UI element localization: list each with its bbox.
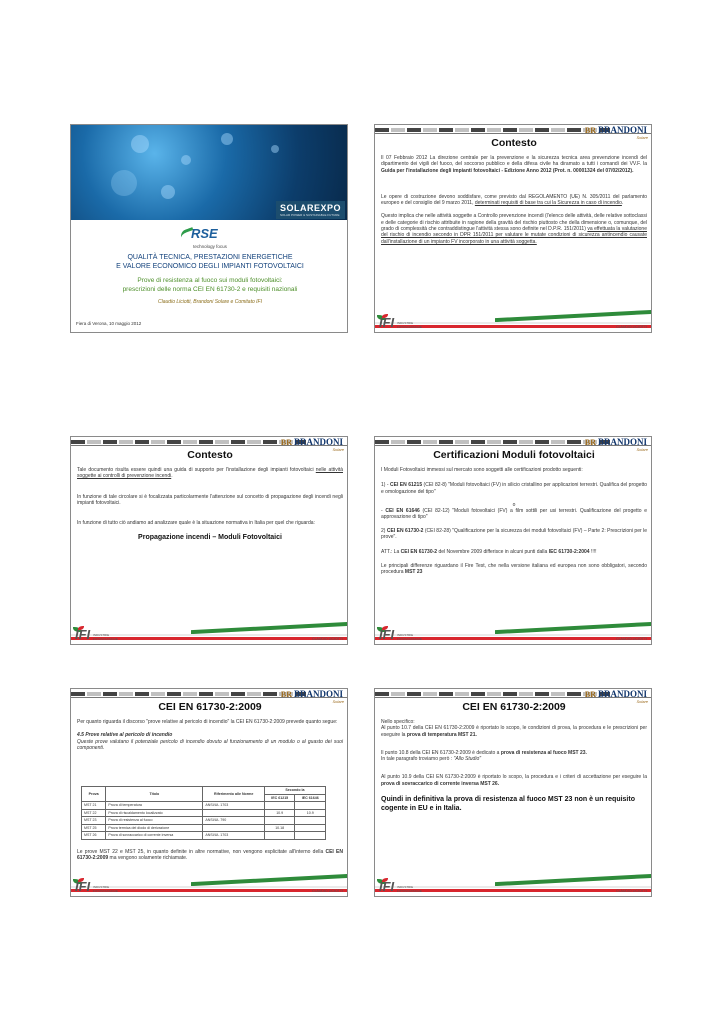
slide-footer: IFI INDUSTRIE FOTOVOLTAICHE CLAUDIO LICIOTTI	[375, 868, 652, 896]
footer-author: CLAUDIO LICIOTTI	[616, 325, 647, 329]
slide-title: CEI EN 61730-2:2009	[462, 701, 566, 713]
highlight-text: Propagazione incendi – Moduli Fotovoltaici	[138, 534, 282, 542]
brandoni-logo: BR BRANDONI	[584, 125, 647, 135]
brandoni-logo: BR BRANDONI	[584, 689, 647, 699]
hero-image	[71, 125, 348, 220]
author: Claudio Liciotti, Brandoni Solare e Comitato IFI	[158, 299, 262, 305]
slide-title: Certificazioni Moduli fotovoltaici	[433, 449, 595, 461]
slide-title: CEI EN 61730-2:2009	[158, 701, 262, 713]
slide-body: Il 07 Febbraio 2012 La direzione centrale per la prevenzione e la sicurezza tecnica area prevenzione incendi del dipartimento dei vigili del fuoco, del soccorso pubblico e della difesa civile ha diramato a tutti i comandi dei VV.F. la Guida per l'installazione degli impianti fotovoltaici - Edizione Anno 2012 (Prot. n. 00001324 del 07/02/2012). Le opere di costruzione devono soddisfare, come previsto dal REGOLAMENTO (UE) N. 305/2011 del parlamento europeo e del consiglio del 9 marzo 2011, determinati requisiti di base tra cui la Sicurezza in caso di incendio. Questo implica che nelle attività soggette a Controllo prevenzione incendi (l'elenco delle attività, delle relative sottoclassi e delle categorie di rischio attribuite in ragione della gravità del rischio piuttosto che della dimensione o, comunque, del grado di complessità che contraddistingue l'attività stessa sono definite nel D.P.R. 151/2011) va effettuata la valutazione del rischio di incendio secondo in DPR 151/2011 per valutare le mutate condizioni di sicurezza antincendio causate dall'installazione di un impianto FV incorporato in una attività soggetta.	[381, 155, 647, 245]
slide-body: Per quanto riguarda il discorso "prove relative al pericolo di incendio" la CEI EN 61730-2:2009 prevede quanto segue: 4.5 Prove relative al pericolo di incendio Queste prove valutano il potenziale pericolo di incendio dovuto al funzionamento di un modulo o al guasto dei suoi componenti.	[77, 719, 343, 751]
slide-certificazioni: BR BRANDONI Solare Certificazioni Moduli fotovoltaici I Moduli Fotovoltaici immessi sul mercato sono soggetti alle certificazioni prodotto seguenti: 1) - CEI EN 61215 (CEI 82-8) "Moduli fotovoltaici (FV) in silicio cristallino per applicazioni terrestri. Qualifica del progetto e omologazione del tipo" o - CEI EN 61646 (CEI 82-12) "Moduli fotovoltaici (FV) a film sottili per usi terrestri. Qualificazione del progetto e approvazione di tipo" 2) CEI EN 61730-2 (CEI 82-28) "Qualificazione per la sicurezza dei moduli fotovoltaici (FV) – Parte 2: Prescrizioni per le prove". ATT.: La CEI EN 61730-2 del Novembre 2009 differisce in alcuni punti dalla IEC 61730-2:2004 !!!! Le principali differenze riguardano il Fire Test, che nella versione italiana ed europea non sono obbligatori, secondo procedura MST 23 IFI INDUSTRIE FOTOVOLTAICHE CLAUDIO LICIOTTI	[374, 436, 652, 645]
ifi-logo: IFI	[379, 315, 395, 330]
slide-body: I Moduli Fotovoltaici immessi sul mercato sono soggetti alle certificazioni prodotto seguenti: 1) - CEI EN 61215 (CEI 82-8) "Moduli fotovoltaici (FV) in silicio cristallino per applicazioni terrestri. Qualifica del progetto e omologazione del tipo" o - CEI EN 61646 (CEI 82-12) "Moduli fotovoltaici (FV) a film sottili per usi terrestri. Qualificazione del progetto e approvazione di tipo" 2) CEI EN 61730-2 (CEI 82-28) "Qualificazione per la sicurezza dei moduli fotovoltaici (FV) – Parte 2: Prescrizioni per le prove". ATT.: La CEI EN 61730-2 del Novembre 2009 differisce in alcuni punti dalla IEC 61730-2:2004 !!!! Le principali differenze riguardano il Fire Test, che nella versione italiana ed europea non sono obbligatori, secondo procedura MST 23	[381, 467, 648, 575]
event-footer: Fiera di Verona, 10 maggio 2012	[76, 321, 142, 326]
slide-title: Contesto	[491, 137, 537, 149]
ifi-logo: IFI	[379, 627, 395, 642]
ifi-logo: IFI	[75, 879, 91, 894]
slide-footer: IFI INDUSTRIE FOTOVOLTAICHE CLAUDIO LICIOTTI	[375, 304, 652, 332]
ifi-logo: IFI	[75, 627, 91, 642]
subtitle: Prove di resistenza al fuoco sui moduli fotovoltaici: prescrizioni delle norma CEI EN 61730-2 e requisiti nazionali	[122, 277, 298, 293]
table-row: MST 21 Prova di temperatura ANSI/UL 1703	[82, 802, 326, 810]
ifi-logo: IFI	[379, 879, 395, 894]
brandoni-logo: BR BRANDONI	[280, 689, 343, 699]
slide-contesto-2: BR BRANDONI Solare Contesto Tale documento risulta essere quindi una guida di supporto per l'installazione degli impianti fotovoltaici nelle attività soggette ai controlli di prevenzione incendi. In funzione di tale circolare si è focalizzata particolarmente l'attenzione sul concetto di propagazione degli incendi negli impianti fotovoltaici. In funzione di tutto ciò andiamo ad analizzare quale è la situazione normativa in Italia per quel che riguarda: Propagazione incendi – Moduli Fotovoltaici IFI INDUSTRIE FOTOVOLTAICHE CLAUDIO LICIOTTI	[70, 436, 348, 645]
slide-footer: IFI INDUSTRIE FOTOVOLTAICHE CLAUDIO LICIOTTI	[71, 616, 348, 644]
brandoni-swish: Solare	[636, 135, 648, 140]
table-row: MST 23 Prova di resistenza al fuoco ANSI/UL 790	[82, 817, 326, 825]
slide-body: Nello specifico: Al punto 10.7 della CEI EN 61730-2:2009 è riportato lo scopo, le condizioni di prova, la procedura e le prescrizioni per eseguire la prova di temperatura MST 21. Il punto 10.8 della CEI EN 61730-2:2009 è dedicato a prova di resistenza al fuoco MST 23. In tale paragrafo troviamo però : "Allo Studio" Al punto 10.9 della CEI EN 61730-2:2009 è riportato lo scopo, la procedura e i criteri di accettazione per eseguire la prova di sovraccarico di corrente inversa MST 26. Quindi in definitiva la prova di resistenza al fuoco MST 23 non è un requisito cogente in EU e in Italia.	[381, 719, 647, 813]
solarexpo-logo: SOLAREXPO SOLAR POWER & SUSTAINABLE FUTURE	[276, 201, 345, 219]
slide-outro: Le prove MST 22 e MST 25, in quanto definite in altre normative, non vengono esplicitate all'interno della CEI EN 61730-2:2009 ma vengono solamente richiamate.	[77, 849, 343, 862]
tech-focus-label: technology focus	[193, 244, 227, 249]
slide-contesto-1	[374, 124, 652, 333]
mst-table: Prova Titolo Riferimento alle Norme Secondo la IEC 61215 IEC 61646 MST 21 Prova di temperatura ANSI/UL 1703 MST 22 Prova di riscaldamento localizzato 10.9 10.9 MST 23 Prova di resistenza al fuoco ANSI/UL 790 MST 25 Prova termica del diodo di derivazione 10.18 MST 26 Prova di sovraccarico di corrente inversa ANSI/UL 1703	[81, 786, 326, 840]
main-title: QUALITÀ TECNICA, PRESTAZIONI ENERGETICHE E VALORE ECONOMICO DEGLI IMPIANTI FOTOVOLTAICI	[116, 254, 304, 270]
slide-title: Contesto	[187, 449, 233, 461]
slide-cei-1: BR BRANDONI Solare CEI EN 61730-2:2009 Per quanto riguarda il discorso "prove relative al pericolo di incendio" la CEI EN 61730-2:2009 prevede quanto segue: 4.5 Prove relative al pericolo di incendio Queste prove valutano il potenziale pericolo di incendio dovuto al funzionamento di un modulo o al guasto dei suoi componenti. Prova Titolo Riferimento alle Norme Secondo la IEC 61215 IEC 61646 MST 21 Prova di temperatura ANSI/UL 1703 MST 22 Prova di riscaldamento localizzato 10.9 10.9 MST 23 Prova di resistenza al fuoco ANSI/UL 790 MST 25 Prova termica del diodo di derivazione 10.18 MST 26 Prova di sovraccarico di corrente inversa ANSI/UL 1703 Le prove MST 22 e MST 25, in quanto definite in altre normative, non vengono esplicitate all'interno della CEI EN 61730-2:2009 ma vengono solamente richiamate. IFI INDUSTRIE FOTOVOLTAICHE CLAUDIO LICIOTTI	[70, 688, 348, 897]
slide-footer: IFI INDUSTRIE FOTOVOLTAICHE CLAUDIO LICIOTTI	[375, 616, 652, 644]
slide-body: Tale documento risulta essere quindi una guida di supporto per l'installazione degli impianti fotovoltaici nelle attività soggette ai controlli di prevenzione incendi. In funzione di tale circolare si è focalizzata particolarmente l'attenzione sul concetto di propagazione degli incendi negli impianti fotovoltaici. In funzione di tutto ciò andiamo ad analizzare quale è la situazione normativa in Italia per quel che riguarda: Propagazione incendi – Moduli Fotovoltaici	[77, 467, 343, 542]
table-row: MST 22 Prova di riscaldamento localizzato 10.9 10.9	[82, 809, 326, 817]
slide-cei-2: BR BRANDONI Solare CEI EN 61730-2:2009 Nello specifico: Al punto 10.7 della CEI EN 61730-2:2009 è riportato lo scopo, le condizioni di prova, la procedura e le prescrizioni per eseguire la prova di temperatura MST 21. Il punto 10.8 della CEI EN 61730-2:2009 è dedicato a prova di resistenza al fuoco MST 23. In tale paragrafo troviamo però : "Allo Studio" Al punto 10.9 della CEI EN 61730-2:2009 è riportato lo scopo, la procedura e i criteri di accettazione per eseguire la prova di sovraccarico di corrente inversa MST 26. Quindi in definitiva la prova di resistenza al fuoco MST 23 non è un requisito cogente in EU e in Italia. IFI INDUSTRIE FOTOVOLTAICHE CLAUDIO LICIOTTI	[374, 688, 652, 897]
table-row: MST 25 Prova termica del diodo di derivazione 10.18	[82, 824, 326, 832]
slide-title	[70, 124, 348, 333]
brandoni-logo: BR BRANDONI	[584, 437, 647, 447]
slide-footer: IFI INDUSTRIE FOTOVOLTAICHE CLAUDIO LICIOTTI	[71, 868, 348, 896]
table-row: MST 26 Prova di sovraccarico di corrente inversa ANSI/UL 1703	[82, 832, 326, 840]
brandoni-logo: BR BRANDONI	[280, 437, 343, 447]
rse-logo: RSE	[191, 226, 218, 241]
conclusion-text: Quindi in definitiva la prova di resistenza al fuoco MST 23 non è un requisito cogente in EU e in Italia.	[381, 796, 635, 813]
